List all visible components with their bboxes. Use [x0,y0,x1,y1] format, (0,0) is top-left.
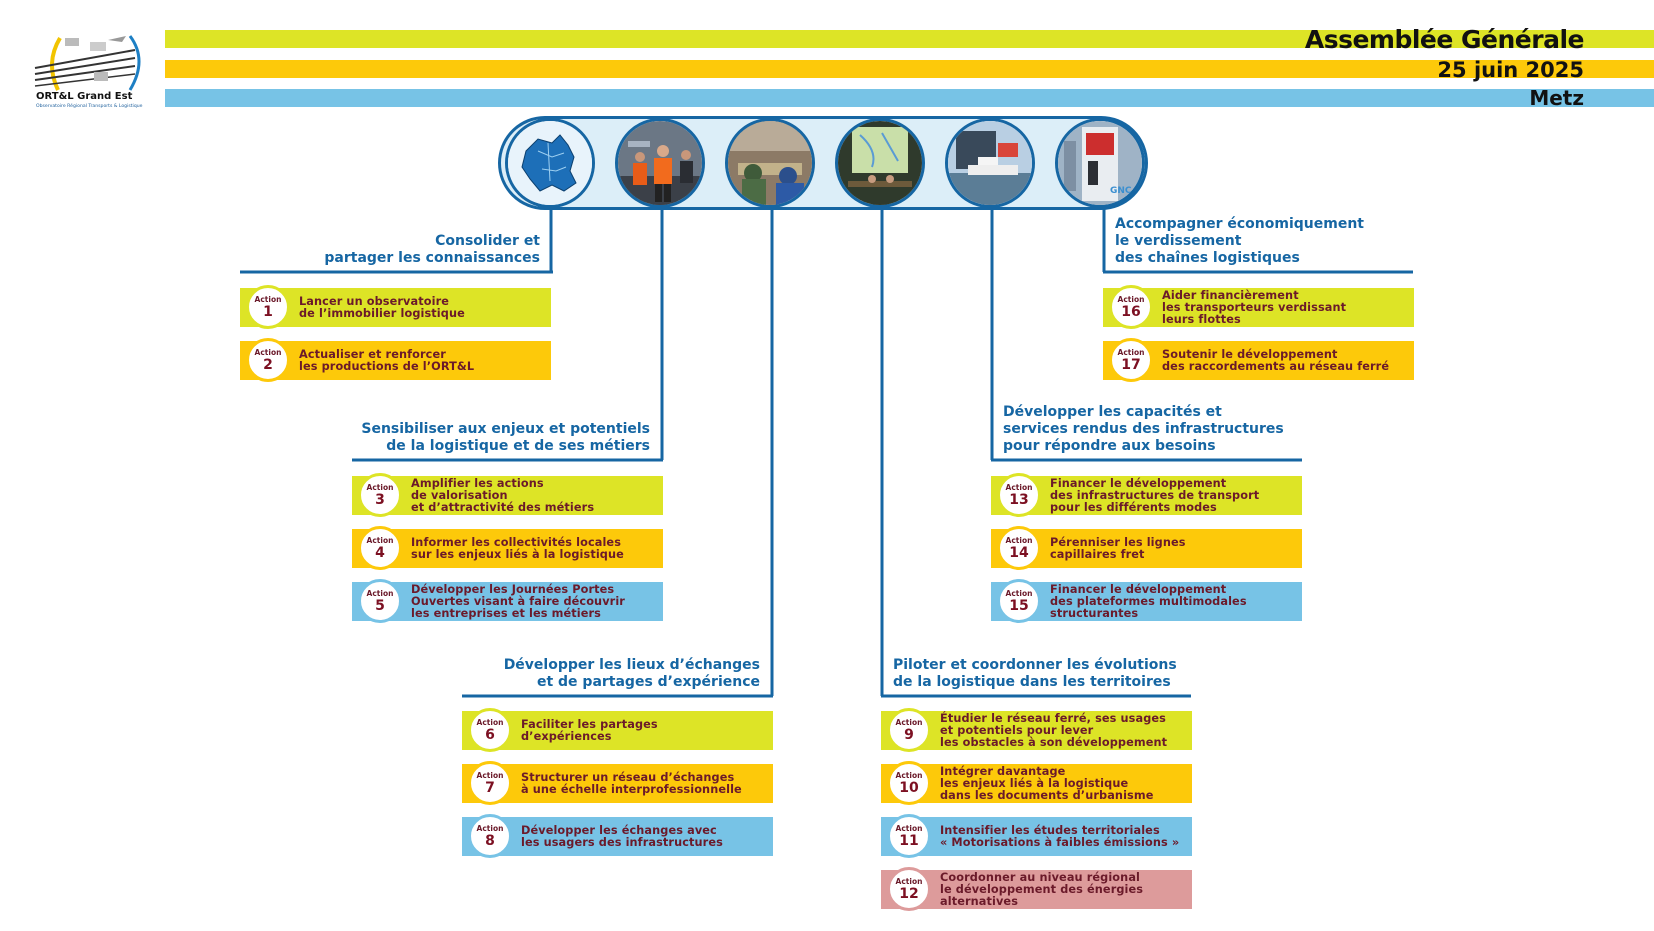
action-badge: Action 2 [246,338,290,382]
photo-workers [615,118,705,208]
action-4 [352,529,663,568]
action-13 [991,476,1302,515]
action-badge: Action 5 [358,579,402,623]
action-badge: Action 9 [887,708,931,752]
action-text: Coordonner au niveau régional le développement des énergies alternatives [940,870,1144,908]
action-9 [881,711,1192,750]
action-3 [352,476,663,515]
action-text: Aider financièrement les transporteurs verdissant leurs flottes [1162,288,1347,326]
action-text: Intensifier les études territoriales « Motorisations à faibles émissions » [940,823,1180,849]
action-text: Lancer un observatoire de l’immobilier logistique [299,294,465,320]
event-date: 25 juin 2025 [1437,58,1584,82]
action-text: Étudier le réseau ferré, ses usages et potentiels pour lever les obstacles à son développement [940,711,1168,749]
action-badge: Action 13 [997,473,1041,517]
action-badge: Action 4 [358,526,402,570]
photo-presentation [835,118,925,208]
photo-region-map [505,118,595,208]
action-text: Informer les collectivités locales sur les enjeux liés à la logistique [411,535,624,561]
logo-subtitle: Observatoire Régional Transports & Logistique [36,104,143,109]
action-badge: Action 17 [1109,338,1153,382]
logo-name: ORT&L Grand Est [36,91,133,102]
action-15 [991,582,1302,621]
action-text: Financer le développement des plateformes multimodales structurantes [1050,582,1247,620]
event-city: Metz [1529,86,1584,110]
action-badge: Action 6 [468,708,512,752]
action-badge: Action 7 [468,761,512,805]
axis-title-4: Piloter et coordonner les évolutions de la logistique dans les territoires [893,657,1177,690]
action-text: Amplifier les actions de valorisation et d’attractivité des métiers [411,476,595,514]
action-text: Soutenir le développement des raccordements au réseau ferré [1162,347,1390,373]
action-badge: Action 3 [358,473,402,517]
axis-title-6: Accompagner économiquement le verdissement des chaînes logistiques [1115,216,1364,266]
action-7 [462,764,773,803]
action-badge: Action 1 [246,285,290,329]
action-badge: Action 10 [887,761,931,805]
action-5 [352,582,663,621]
action-2 [240,341,551,380]
event-title: Assemblée Générale [1304,25,1584,54]
action-text: Développer les échanges avec les usagers des infrastructures [521,823,723,849]
action-badge: Action 14 [997,526,1041,570]
action-text: Financer le développement des infrastructures de transport pour les différents modes [1050,476,1260,514]
photo-meeting [725,118,815,208]
action-text: Développer les Journées Portes Ouvertes visant à faire découvrir les entreprises et les métiers [411,582,625,620]
action-text: Actualiser et renforcer les productions de l’ORT&L [299,347,475,373]
photo-gnc-pump [1055,118,1145,208]
photo-barge-port [945,118,1035,208]
axis-title-1: Consolider et partager les connaissances [324,233,540,266]
action-11 [881,817,1192,856]
action-text: Pérenniser les lignes capillaires fret [1050,535,1186,561]
action-badge: Action 12 [887,867,931,911]
action-16 [1103,288,1414,327]
photo-strip [498,116,1148,210]
action-17 [1103,341,1414,380]
action-14 [991,529,1302,568]
action-text: Structurer un réseau d’échanges à une échelle interprofessionnelle [521,770,742,796]
action-10 [881,764,1192,803]
action-1 [240,288,551,327]
action-text: Intégrer davantage les enjeux liés à la logistique dans les documents d’urbanisme [940,764,1154,802]
action-8 [462,817,773,856]
action-12 [881,870,1192,909]
axis-title-3: Développer les lieux d’échanges et de partages d’expérience [503,657,760,690]
action-badge: Action 16 [1109,285,1153,329]
action-badge: Action 11 [887,814,931,858]
action-badge: Action 8 [468,814,512,858]
svg-text:GNC: GNC [1110,186,1132,196]
action-6 [462,711,773,750]
axis-title-2: Sensibiliser aux enjeux et potentiels de la logistique et de ses métiers [361,421,650,454]
action-text: Faciliter les partages d’expériences [521,717,658,743]
axis-title-5: Développer les capacités et services rendus des infrastructures pour répondre aux besoins [1003,404,1284,454]
action-badge: Action 15 [997,579,1041,623]
